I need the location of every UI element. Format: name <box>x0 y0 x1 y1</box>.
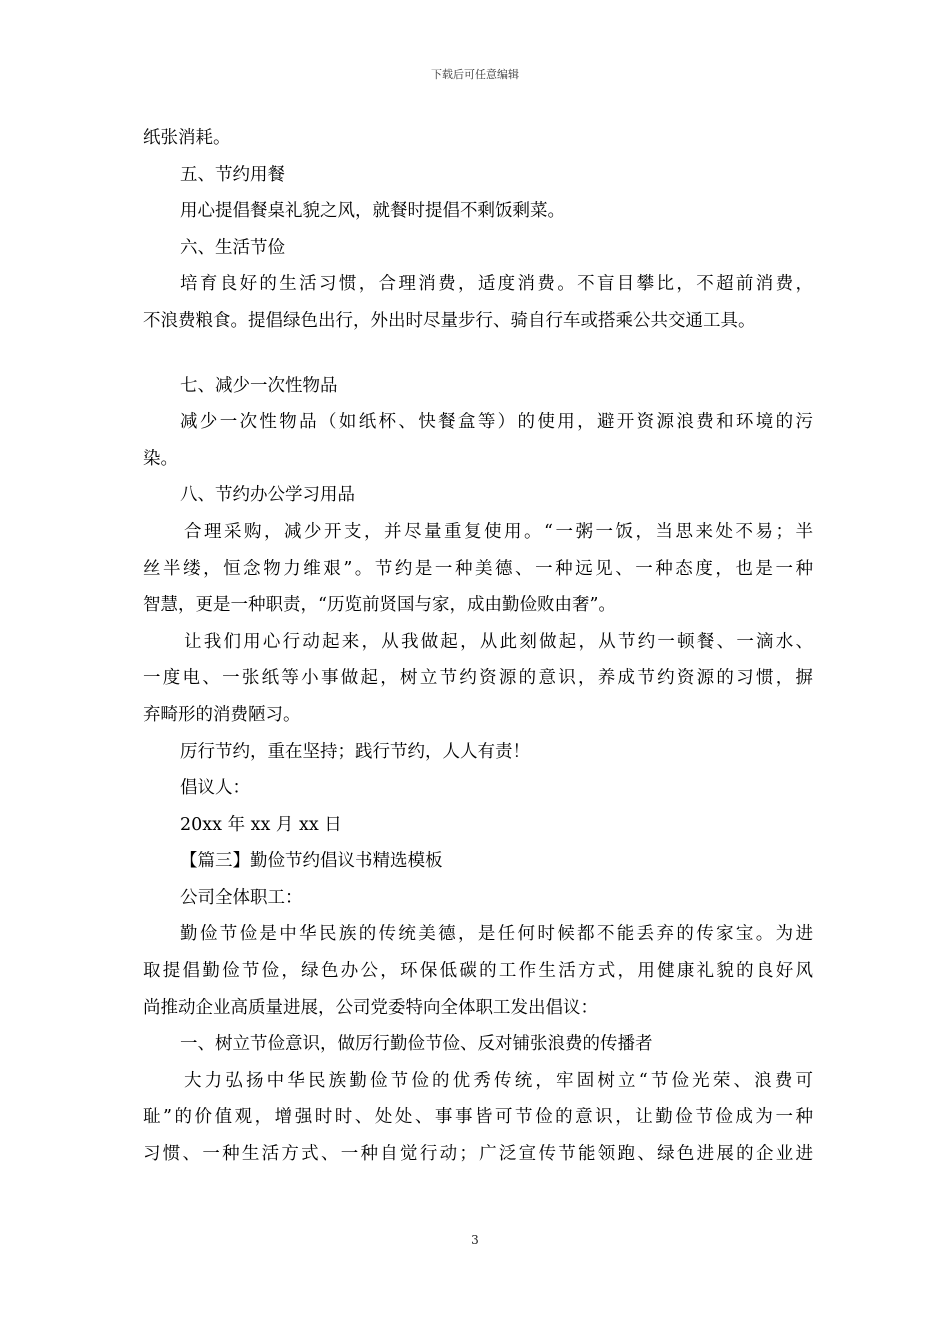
paragraph-line: 耻”的价值观，增强时时、处处、事事皆可节俭的意识，让勤俭节俭成为一种 <box>143 1107 813 1128</box>
salutation: 公司全体职工： <box>180 887 303 908</box>
date-line: 20xx 年 xx 月 xx 日 <box>180 814 342 835</box>
article-title: 【篇三】勤俭节约倡议书精选模板 <box>180 851 443 872</box>
section-heading-7: 七、减少一次性物品 <box>180 375 338 396</box>
paragraph-line: 一度电、一张纸等小事做起，树立节约资源的意识，养成节约资源的习惯，摒 <box>143 668 813 689</box>
paragraph-line: 用心提倡餐桌礼貌之风，就餐时提倡不剩饭剩菜。 <box>180 201 565 222</box>
paragraph-line: 弃畸形的消费陋习。 <box>143 704 301 725</box>
page-header: 下载后可任意编辑 <box>431 68 519 81</box>
paragraph-line: 丝半缕，恒念物力维艰”。节约是一种美德、一种远见、一种态度，也是一种 <box>143 558 813 579</box>
paragraph-line: 大力弘扬中华民族勤俭节俭的优秀传统，牢固树立“节俭光荣、浪费可 <box>184 1070 813 1091</box>
page-number: 3 <box>471 1233 479 1247</box>
paragraph-line: 减少一次性物品（如纸杯、快餐盒等）的使用，避开资源浪费和环境的污 <box>180 412 813 433</box>
paragraph-line: 习惯、一种生活方式、一种自觉行动；广泛宣传节能领跑、绿色进展的企业进 <box>143 1144 813 1165</box>
section-heading-8: 八、节约办公学习用品 <box>180 485 355 506</box>
paragraph-line: 勤俭节俭是中华民族的传统美德，是任何时候都不能丢弃的传家宝。为进 <box>180 924 813 945</box>
document-body <box>143 120 813 1173</box>
spacer <box>143 340 813 368</box>
paragraph-line: 染。 <box>143 448 178 469</box>
paragraph-line: 培育良好的生活习惯，合理消费，适度消费。不盲目攀比，不超前消费， <box>180 274 813 295</box>
section-heading-6: 六、生活节俭 <box>180 237 285 258</box>
paragraph-line: 智慧，更是一种职责，“历览前贤国与家，成由勤俭败由奢”。 <box>143 595 616 616</box>
section-heading-1: 一、树立节俭意识，做厉行勤俭节俭、反对铺张浪费的传播者 <box>180 1034 653 1055</box>
signature-label: 倡议人： <box>180 778 250 799</box>
paragraph-line: 纸张消耗。 <box>143 128 231 148</box>
paragraph-line: 尚推动企业高质量进展，公司党委特向全体职工发出倡议： <box>143 997 598 1018</box>
paragraph-line: 合理采购，减少开支，并尽量重复使用。“一粥一饭，当思来处不易；半 <box>184 521 813 542</box>
paragraph-line: 取提倡勤俭节俭，绿色办公，环保低碳的工作生活方式，用健康礼貌的良好风 <box>143 961 813 982</box>
paragraph-line: 不浪费粮食。提倡绿色出行，外出时尽量步行、骑自行车或搭乘公共交通工具。 <box>143 310 756 331</box>
section-heading-5: 五、节约用餐 <box>180 164 285 185</box>
paragraph-line: 厉行节约，重在坚持；践行节约，人人有责！ <box>180 741 530 762</box>
paragraph-line: 让我们用心行动起来，从我做起，从此刻做起，从节约一顿餐、一滴水、 <box>184 631 813 652</box>
